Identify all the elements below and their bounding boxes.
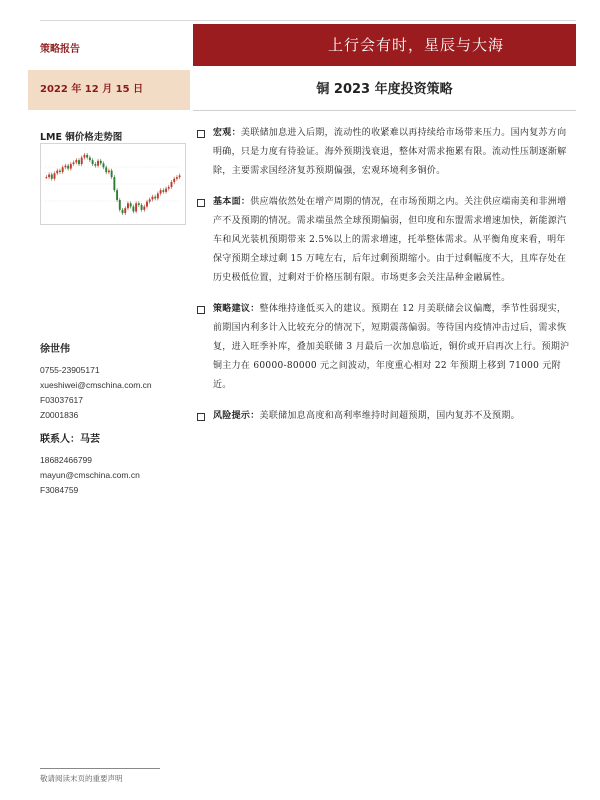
candle-body [67,166,69,169]
contact-name: 联系人：马芸 [40,434,100,445]
candle-body [116,190,118,200]
candle-body [173,179,175,182]
contact-email[interactable]: mayun@cmschina.com.cn [40,470,140,480]
candle-body [168,187,170,189]
bullet-macro [197,124,575,181]
candle-body [162,190,164,192]
bullet-risk [197,407,575,426]
candle-body [179,176,181,178]
report-date: 2022 年 12 月 15 日 [40,84,144,95]
candle-body [154,197,156,199]
author-license-2: Z0001836 [40,410,79,420]
candle-body [176,177,178,179]
author-license-1: F03037617 [40,395,84,405]
author-phone: 0755-23905171 [40,365,100,375]
bullet-strategy [197,300,575,395]
candle-body [138,203,140,205]
candle-body [149,199,151,201]
candle-body [70,164,72,169]
report-title: 铜 2023 年度投资策略 [316,82,453,97]
candle-body [141,205,143,210]
candle-body [146,202,148,207]
bullet-box-icon [197,413,205,421]
candle-body [165,189,167,192]
bullet-text: 整体维持逢低买入的建议。预期在 12 月美联储会议偏鹰，季节性弱现实，前期国内利多计入比较充分的情况下，短期震荡偏弱。等待国内疫情冲击过后，需求恢复，进入旺季补库，叠加美联储 3 月最后一次加息临近，铜价或开启再次上行。预期沪铜主力在 60000-80000 元之间波动，年度重心相对 22 年预期上移到 71000 元附近。 [213,304,570,390]
candle-body [62,167,64,172]
candle-body [122,210,124,213]
candle-body [157,193,159,198]
candle-body [97,161,99,166]
bullet-label: 风险提示： [213,411,260,421]
candle-body [92,160,94,164]
header-top-divider [40,20,576,21]
candle-body [81,158,83,165]
price-chart [40,143,186,225]
candle-body [143,207,145,210]
author-email[interactable]: xueshiwei@cmschina.com.cn [40,380,152,390]
candle-body [75,160,77,162]
candle-body [135,203,137,211]
candle-body [78,160,80,164]
candle-body [119,200,121,210]
bullet-text: 供应端依然处在增产周期的情况，在市场预期之内。关注供应端南美和非洲增产不及预期的情况。需求端虽然全球预期偏弱，但印度和东盟需求增速加快，新能源汽车和风光装机预期带来 2.5%以上的需求增速，托举整体需求。从平衡角度来看，明年保守预期全球过剩 15 万吨左右，后年过剩预期缩小。由于过剩幅度不大，且库存处在历史极低位置，过剩对于价格压制有限。市场更多会关注品种金融属性。 [213,197,567,283]
candle-body [132,207,134,212]
author-block-1 [40,340,152,423]
candle-body [105,167,107,172]
candle-body [94,164,96,166]
candle-body [89,158,91,161]
candle-body [59,171,61,172]
price-chart-svg [41,144,185,224]
candle-body [45,177,47,178]
footer-divider [40,768,160,769]
bullet-box-icon [197,306,205,314]
header-bottom-divider [193,110,576,111]
bullet-label: 策略建议： [213,304,260,314]
author-name: 徐世伟 [40,344,70,355]
bullet-label: 基本面： [213,197,251,207]
candle-body [130,203,132,206]
candle-body [83,155,85,158]
candle-body [127,203,129,208]
candle-body [56,171,58,174]
candle-body [48,175,50,178]
bullet-text: 美联储加息进入后期，流动性的收紧难以再持续给市场带来压力。国内复苏方向明确，只是力度有待验证。海外预期浅衰退，整体对需求拖累有限。流动性压制逐渐解除，主要需求国经济复苏预期偏强，宏观环境利多铜价。 [213,128,567,176]
candle-body [160,190,162,193]
bullet-box-icon [197,130,205,138]
contact-phone: 18682466799 [40,455,93,465]
candle-body [64,166,66,168]
summary-bullets [197,124,575,438]
author-block-2 [40,430,140,498]
bullet-text: 美联储加息高度和高利率维持时间超预期，国内复苏不及预期。 [259,411,520,421]
candle-body [108,171,110,173]
contact-license: F3084759 [40,485,79,495]
candle-body [111,171,113,178]
candle-body [86,155,88,158]
candle-body [124,208,126,213]
footer-disclaimer: 敬请阅读末页的重要声明 [40,774,123,783]
candle-body [54,173,56,179]
candle-body [73,162,75,164]
section-label: 策略报告 [40,44,80,55]
bullet-fundamentals [197,193,575,288]
candle-body [100,161,102,164]
banner-title: 上行会有时，星辰与大海 [327,36,504,54]
candle-body [113,177,115,190]
title-banner [193,24,576,66]
bullet-label: 宏观： [213,128,241,138]
date-box [28,70,190,110]
chart-title: LME 铜价格走势图 [40,132,123,143]
candle-body [171,182,173,187]
candle-body [51,175,53,179]
candle-body [103,163,105,167]
bullet-box-icon [197,199,205,207]
candle-body [151,197,153,200]
